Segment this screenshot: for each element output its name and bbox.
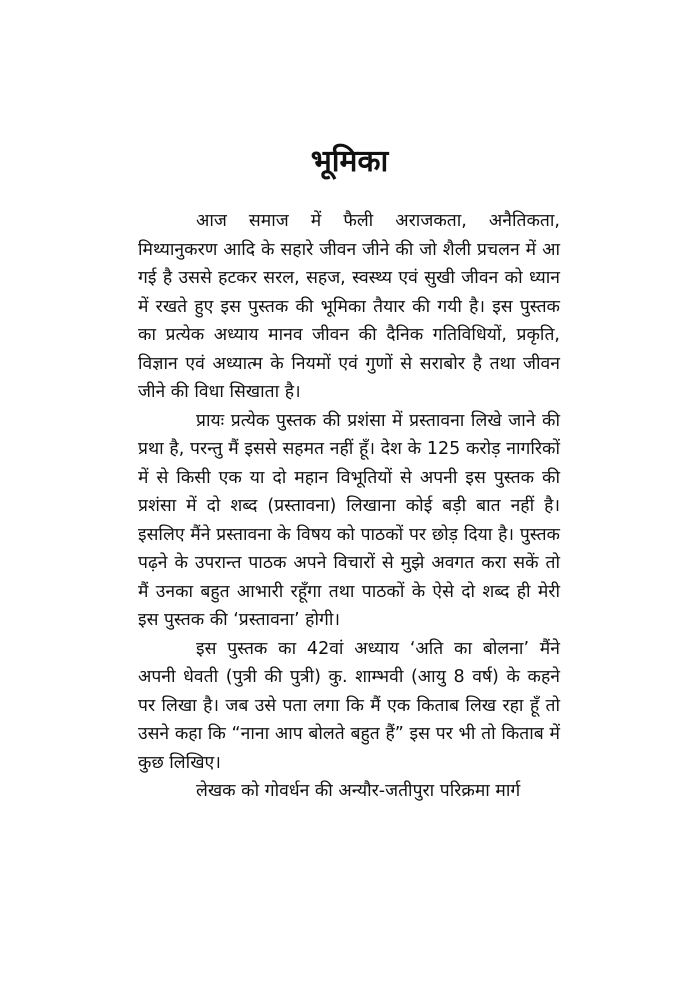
body-text — [138, 207, 560, 806]
page-title: भूमिका — [310, 144, 389, 179]
paragraph-1: आज समाज में फैली अराजकता, अनैतिकता, मिथ्यानुकरण आदि के सहारे जीवन जीने की जो शैली प्रचलन में आ गई है उससे हटकर सरल, सहज, स्वस्थ्य एवं सुखी जीवन को ध्यान में रखते हुए इस पुस्तक की भूमिका तैयार की गयी है। इस पुस्तक का प्रत्येक अध्याय मानव जीवन की दैनिक गतिविधियों, प्रकृति, विज्ञान एवं अध्यात्म के नियमों एवं गुणों से सराबोर है तथा जीवन जीने की विधा सिखाता है। — [138, 211, 560, 402]
paragraph-4: लेखक को गोवर्धन की अन्यौर-जतीपुरा परिक्रमा मार्ग — [196, 781, 521, 801]
paragraph-3: इस पुस्तक का 42वां अध्याय ‘अति का बोलना’ मैंने अपनी धेवती (पुत्री की पुत्री) कु. शाम्भवी (आयु 8 वर्ष) के कहने पर लिखा है। जब उसे पता लगा कि मैं एक किताब लिख रहा हूँ तो उसने कहा कि “नाना आप बोलते बहुत हैं” इस पर भी तो किताब में कुछ लिखिए। — [138, 638, 560, 773]
paragraph-2: प्रायः प्रत्येक पुस्तक की प्रशंसा में प्रस्तावना लिखे जाने की प्रथा है, परन्तु मैं इससे सहमत नहीं हूँ। देश के 125 करोड़ नागरिकों में से किसी एक या दो महान विभूतियों से अपनी इस पुस्तक की प्रशंसा में दो शब्द (प्रस्तावना) लिखाना कोई बड़ी बात नहीं है। इसलिए मैंने प्रस्तावना के विषय को पाठकों पर छोड़ दिया है। पुस्तक पढ़ने के उपरान्त पाठक अपने विचारों से मुझे अवगत करा सकें तो मैं उनका बहुत आभारी रहूँगा तथा पाठकों के ऐसे दो शब्द ही मेरी इस पुस्तक की ‘प्रस्तावना’ होगी। — [138, 410, 560, 630]
